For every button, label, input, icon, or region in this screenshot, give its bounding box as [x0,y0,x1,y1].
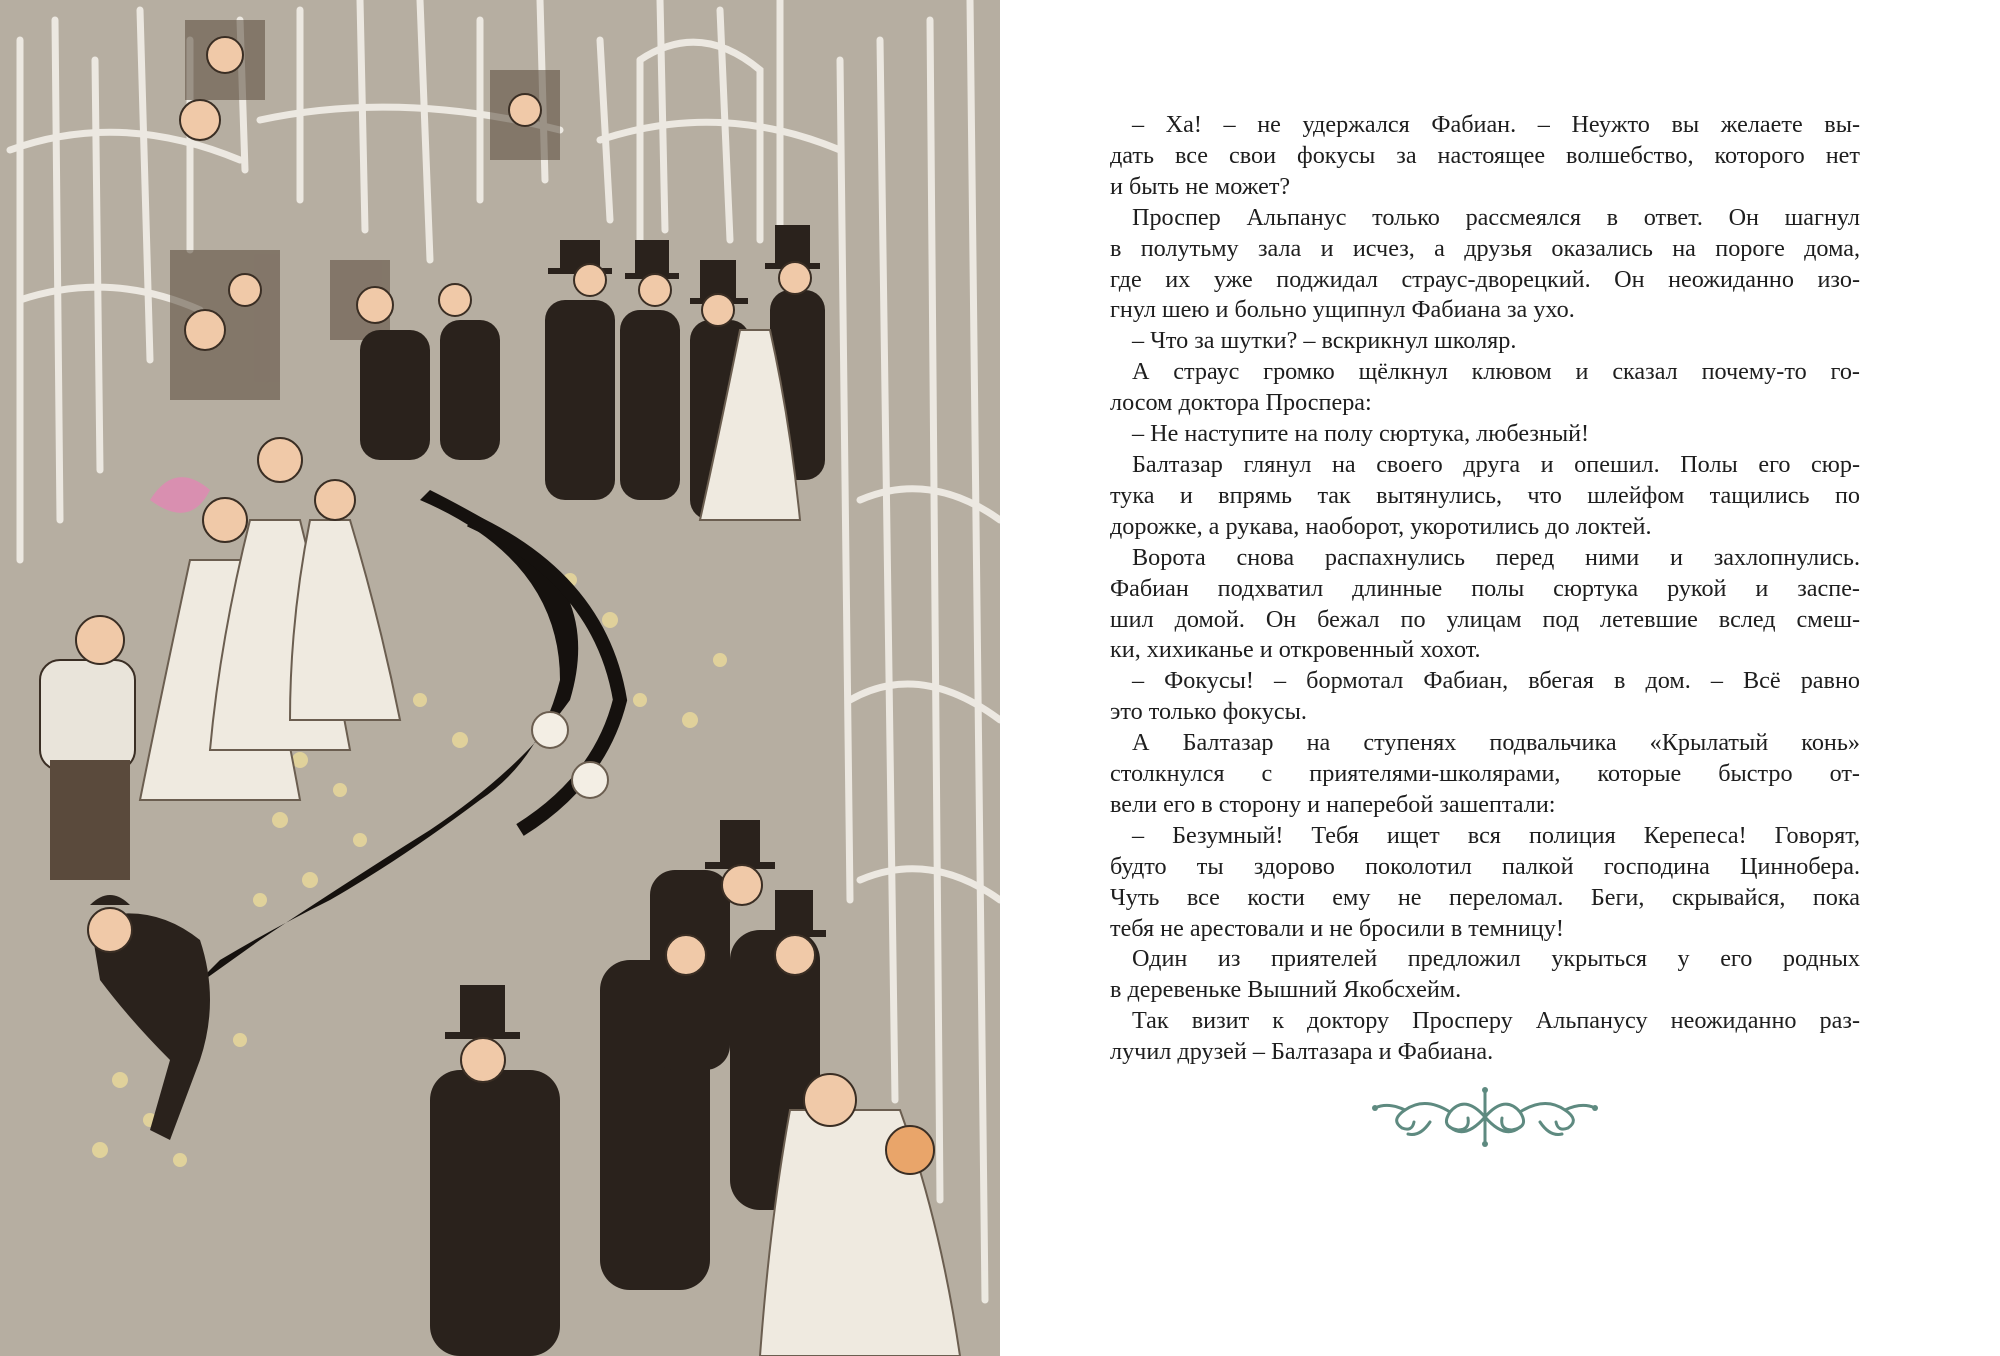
text-line: Чуть все кости ему не переломал. Беги, скрывайся, пока [1110,883,1860,911]
text-line: где их уже поджидал страус-дворецкий. Он неожиданно изо- [1110,265,1860,293]
text-line: – Не наступите на полу сюртука, любезный! [1132,420,1590,448]
paragraph [1110,821,1860,945]
text-line: Один из приятелей предложил укрыться у его родных [1132,945,1860,973]
text-line: А страус громко щёлкнул клювом и сказал почему-то го- [1132,358,1860,386]
text-line: – Фокусы! – бормотал Фабиан, вбегая в дом. – Всё равно [1132,667,1860,695]
text-line: шил домой. Он бежал по улицам под летевшие вслед смеш- [1110,605,1860,633]
paragraph [1110,110,1860,203]
paragraph [1110,728,1860,821]
text-line: Балтазар глянул на своего друга и опешил. Полы его сюр- [1132,450,1860,478]
story-text [1110,110,1860,1068]
text-line: столкнулся с приятелями-школярами, которые быстро от- [1110,760,1860,788]
text-line: лосом доктора Проспера: [1110,389,1372,417]
text-line: А Балтазар на ступенях подвальчика «Крылатый конь» [1132,729,1860,757]
text-line: ки, хихиканье и откровенный хохот. [1110,636,1481,664]
paragraph [1110,666,1860,728]
paragraph [1110,944,1860,1006]
text-line: в полутьму зала и исчез, а друзья оказались на пороге дома, [1110,234,1860,262]
text-line: будто ты здорово поколотил палкой господина Циннобера. [1110,852,1860,880]
paragraph [1110,357,1860,419]
paragraph [1110,419,1860,450]
text-page [1000,0,2000,1356]
paragraph [1110,543,1860,667]
text-line: – Что за шутки? – вскрикнул школяр. [1132,327,1517,355]
text-line: и быть не может? [1110,172,1291,200]
paragraph [1110,203,1860,327]
text-line: лучил друзей – Балтазара и Фабиана. [1110,1038,1494,1066]
text-line: в деревеньке Вышний Якобсхейм. [1110,976,1462,1004]
text-line: тебя не арестовали и не бросили в темницу! [1110,914,1564,942]
text-line: гнул шею и больно ущипнул Фабиана за ухо. [1110,296,1575,324]
text-line: Ворота снова распахнулись перед ними и захлопнулись. [1132,543,1860,571]
text-line: Проспер Альпанус только рассмеялся в ответ. Он шагнул [1132,203,1860,231]
paragraph [1110,326,1860,357]
text-line: Фабиан подхватил длинные полы сюртука рукой и заспе- [1110,574,1860,602]
text-line: вели его в сторону и наперебой зашептали: [1110,790,1556,818]
text-line: дорожке, а рукава, наоборот, укоротились до локтей. [1110,512,1652,540]
text-line: это только фокусы. [1110,698,1307,726]
text-line: – Безумный! Тебя ищет вся полиция Керепеса! Говорят, [1132,821,1860,849]
text-line: – Ха! – не удержался Фабиан. – Неужто вы желаете вы- [1132,111,1860,138]
text-line: Так визит к доктору Просперу Альпанусу неожиданно раз- [1132,1007,1860,1035]
paragraph [1110,1006,1860,1068]
text-line: дать все свои фокусы за настоящее волшебство, которого нет [1110,141,1860,169]
ornament-divider-icon [1370,1082,1600,1152]
paragraph [1110,450,1860,543]
text-line: тука и впрямь так вытянулись, что шлейфом тащились по [1110,481,1860,509]
